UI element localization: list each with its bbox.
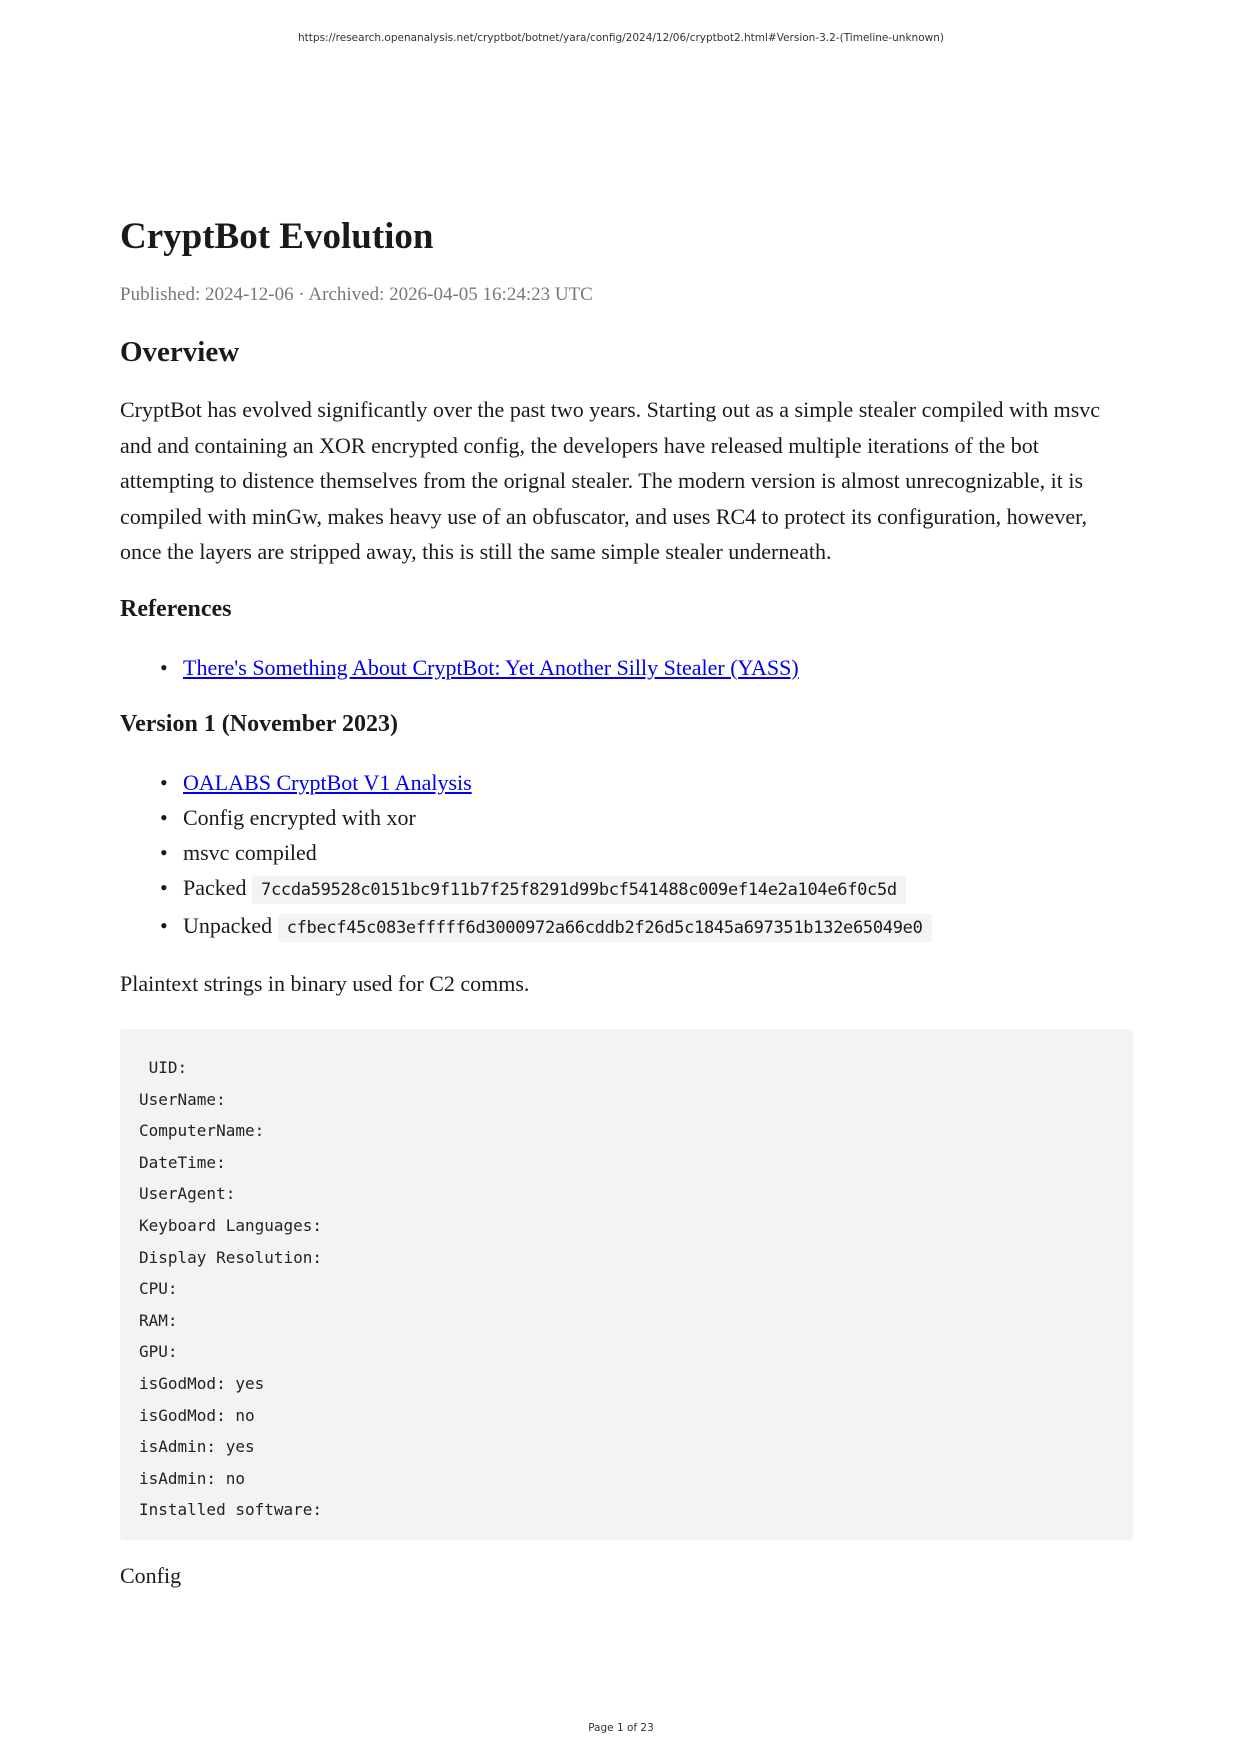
page-number: Page 1 of 23: [588, 1722, 654, 1734]
references-list: [160, 650, 1133, 685]
code-line: isAdmin: yes: [139, 1437, 255, 1457]
list-item: [160, 765, 1133, 800]
code-line: Installed software:: [139, 1500, 323, 1520]
code-line: Display Resolution:: [139, 1247, 323, 1267]
strings-intro: Plaintext strings in binary used for C2 comms.: [120, 970, 530, 996]
code-line: UserAgent:: [139, 1184, 236, 1204]
list-item: [160, 908, 1133, 946]
code-line: isGodMod: no: [139, 1405, 255, 1425]
references-heading: References: [120, 595, 232, 622]
unpacked-label: Unpacked: [183, 912, 273, 938]
code-line: isGodMod: yes: [139, 1373, 265, 1393]
unpacked-hash: cfbecf45c083efffff6d3000972a66cddb2f26d5c1845a697351b132e65049e0: [278, 914, 932, 942]
packed-label: Packed: [183, 874, 247, 900]
code-line: UserName:: [139, 1089, 226, 1109]
overview-text: CryptBot has evolved significantly over the past two years. Starting out as a simple stealer compiled with msvc and and containing an XOR encrypted config, the developers have released multiple iterations of the bot attempting to distence themselves from the orignal stealer. The modern version is almost unrecognizable, it is compiled with minGw, makes heavy use of an obfuscator, and uses RC4 to protect its configuration, however, once the layers are stripped away, this is still the same simple stealer underneath.: [120, 397, 1101, 564]
publish-meta: Published: 2024-12-06 · Archived: 2026-04-05 16:24:23 UTC: [120, 284, 593, 305]
list-item: • msvc compiled: [160, 835, 1133, 870]
oalabs-v1-link[interactable]: OALABS CryptBot V1 Analysis: [183, 769, 472, 795]
article: [120, 214, 1133, 1593]
config-label: Config: [120, 1562, 182, 1588]
packed-hash: 7ccda59528c0151bc9f11b7f25f8291d99bcf541488c009ef14e2a104e6f0c5d: [252, 876, 906, 904]
page-url: https://research.openanalysis.net/cryptbot/botnet/yara/config/2024/12/06/cryptbot2.html#Version-3.2-(Timeline-unknown): [298, 32, 944, 44]
list-item: [160, 650, 1133, 685]
code-line: ComputerName:: [139, 1121, 265, 1141]
reference-link-yass[interactable]: There's Something About CryptBot: Yet Another Silly Stealer (YASS): [183, 654, 799, 680]
code-line: RAM:: [139, 1310, 178, 1330]
page-title: CryptBot Evolution: [120, 216, 434, 257]
code-line: CPU:: [139, 1279, 178, 1299]
code-line: Keyboard Languages:: [139, 1215, 323, 1235]
list-item: • Config encrypted with xor: [160, 800, 1133, 835]
code-line: DateTime:: [139, 1152, 226, 1172]
code-line: isAdmin: no: [139, 1468, 245, 1488]
code-line: GPU:: [139, 1342, 178, 1362]
code-block: [120, 1029, 1133, 1540]
overview-heading: Overview: [120, 336, 240, 368]
code-line: UID:: [139, 1058, 188, 1077]
list-item: [160, 870, 1133, 908]
version1-list: [160, 765, 1133, 946]
version1-heading: Version 1 (November 2023): [120, 710, 398, 737]
